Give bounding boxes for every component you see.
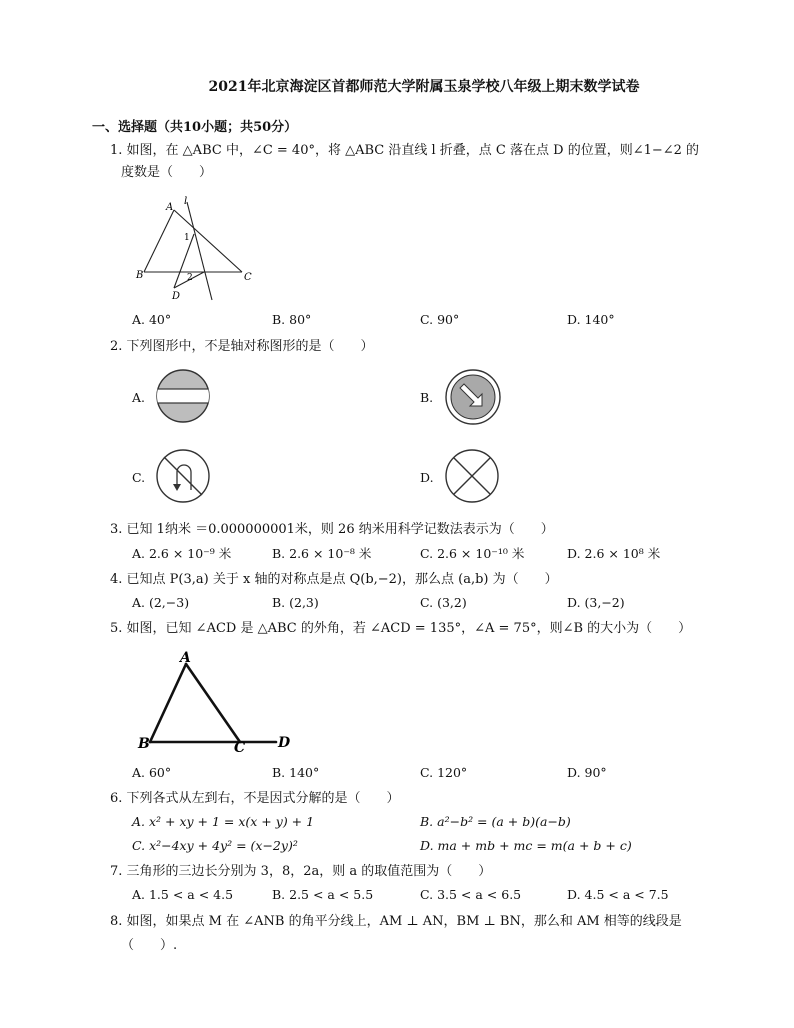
question-text: 如图，已知 ∠ACD 是 △ABC 的外角，若 ∠ACD = 135°，∠A = 75°，则∠B 的大小为（ ） <box>126 621 692 636</box>
q5-option-b: B. 140° <box>272 765 320 780</box>
q1-option-d: D. 140° <box>567 312 615 327</box>
question-2-stem <box>110 337 374 357</box>
q2-option-c: C. <box>132 470 146 485</box>
no-entry-sign-icon <box>155 368 211 424</box>
q4-option-c: C. (3,2) <box>420 595 467 610</box>
question-text: 已知点 P(3,a) 关于 x 轴的对称点是点 Q(b,−2)，那么点 (a,b) 为（ ） <box>126 572 558 587</box>
label-d: D <box>278 735 291 751</box>
q6-option-b: B. a²−b² = (a + b)(a−b) <box>420 814 571 829</box>
q6-option-d: D. ma + mb + mc = m(a + b + c) <box>420 838 632 853</box>
figure-fold-triangle <box>132 196 262 304</box>
label-c: C <box>244 272 252 283</box>
q3-option-d: D. 2.6 × 10⁸ 米 <box>567 546 661 561</box>
segment-ab <box>150 664 186 742</box>
question-8-stem-cont: （ ）. <box>121 938 178 953</box>
no-u-turn-sign-icon <box>155 448 211 504</box>
question-text: 如图，如果点 M 在 ∠ANB 的角平分线上，AM ⊥ AN，BM ⊥ BN，那么和 AM 相等的线段是 <box>126 914 682 929</box>
segment-ac <box>186 664 240 742</box>
q2-option-d: D. <box>420 470 434 485</box>
q1-option-b: B. 80° <box>272 312 312 327</box>
q3-option-a: A. 2.6 × 10⁻⁹ 米 <box>132 546 232 561</box>
q2-option-b: B. <box>420 390 434 405</box>
question-number: 7. <box>110 864 123 879</box>
fold-line-l <box>187 202 212 300</box>
q6-option-c: C. x²−4xy + 4y² = (x−2y)² <box>132 838 298 853</box>
question-8-stem <box>110 912 682 932</box>
question-4-stem <box>110 570 558 590</box>
figure-exterior-angle-triangle <box>128 644 300 754</box>
question-1-stem-cont: 度数是（ ） <box>121 165 213 180</box>
question-number: 2. <box>110 339 123 354</box>
label-b: B <box>136 270 144 281</box>
q7-option-b: B. 2.5 < a < 5.5 <box>272 887 374 902</box>
circle-x-sign-icon <box>444 448 500 504</box>
question-text: 下列各式从左到右，不是因式分解的是（ ） <box>126 791 400 806</box>
q5-option-a: A. 60° <box>132 765 172 780</box>
q4-option-b: B. (2,3) <box>272 595 319 610</box>
question-7-stem <box>110 862 491 882</box>
question-text: 下列图形中，不是轴对称图形的是（ ） <box>126 339 374 354</box>
segment-ab <box>144 210 174 272</box>
question-text: 已知 1纳米 ＝0.000000001米，则 26 纳米用科学记数法表示为（ ） <box>126 522 554 537</box>
q4-option-a: A. (2,−3) <box>132 595 190 610</box>
question-6-stem <box>110 789 400 809</box>
question-number: 6. <box>110 791 123 806</box>
q1-option-c: C. 90° <box>420 312 460 327</box>
question-number: 8. <box>110 914 123 929</box>
q1-option-a: A. 40° <box>132 312 172 327</box>
page-title: 2021年北京海淀区首都师范大学附属玉泉学校八年级上期末数学试卷 <box>208 79 640 95</box>
question-text: 如图，在 △ABC 中，∠C = 40°，将 △ABC 沿直线 l 折叠，点 C 落在点 D 的位置，则∠1−∠2 的 <box>126 143 700 158</box>
label-l: l <box>184 196 188 207</box>
question-3-stem <box>110 520 554 540</box>
label-a: A <box>180 650 191 666</box>
q7-option-a: A. 1.5 < a < 4.5 <box>132 887 234 902</box>
q5-option-c: C. 120° <box>420 765 468 780</box>
label-b: B <box>138 736 150 752</box>
q2-option-a: A. <box>132 390 146 405</box>
q7-option-d: D. 4.5 < a < 7.5 <box>567 887 669 902</box>
q3-option-c: C. 2.6 × 10⁻¹⁰ 米 <box>420 546 525 561</box>
diagonal-arrow-sign-icon <box>444 368 502 426</box>
label-d: D <box>172 291 181 302</box>
question-text: 三角形的三边长分别为 3，8，2a，则 a 的取值范围为（ ） <box>126 864 492 879</box>
section-heading: 一、选择题（共10小题；共50分） <box>92 120 298 135</box>
label-angle-2: 2 <box>187 273 193 283</box>
label-a: A <box>166 202 174 213</box>
q7-option-c: C. 3.5 < a < 6.5 <box>420 887 522 902</box>
question-5-stem <box>110 619 691 639</box>
label-c: C <box>234 740 246 754</box>
question-number: 3. <box>110 522 123 537</box>
q3-option-b: B. 2.6 × 10⁻⁸ 米 <box>272 546 372 561</box>
question-number: 5. <box>110 621 123 636</box>
q4-option-d: D. (3,−2) <box>567 595 625 610</box>
q6-option-a: A. x² + xy + 1 = x(x + y) + 1 <box>132 814 315 829</box>
question-number: 1. <box>110 143 123 158</box>
question-number: 4. <box>110 572 123 587</box>
label-angle-1: 1 <box>184 233 190 243</box>
q5-option-d: D. 90° <box>567 765 607 780</box>
question-1-stem <box>110 141 699 161</box>
